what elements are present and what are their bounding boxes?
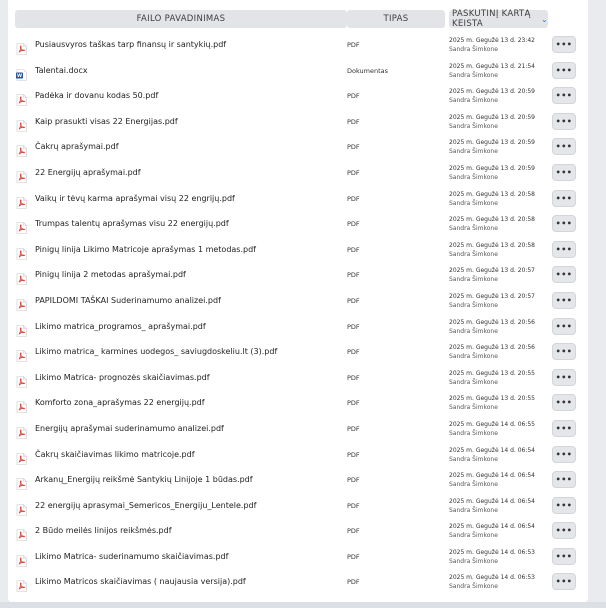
file-name-link[interactable]: Padėka ir dovanu kodas 50.pdf [35, 91, 159, 101]
modified-by: Sandra Šimkone [449, 557, 498, 565]
modified-by: Sandra Šimkone [449, 71, 498, 79]
pdf-file-icon [16, 450, 27, 462]
file-row[interactable] [8, 288, 588, 314]
modified-by: Sandra Šimkone [449, 122, 498, 130]
modified-date: 2025 m. Gegužė 13 d. 20:59 [449, 88, 535, 96]
file-row[interactable] [8, 211, 588, 237]
file-name-link[interactable]: Likimo Matrica- prognozės skaičiavimas.pdf [35, 372, 210, 382]
more-actions-button[interactable]: ••• [552, 113, 576, 130]
modified-date: 2025 m. Gegužė 13 d. 20:57 [449, 267, 535, 275]
file-row[interactable] [8, 160, 588, 186]
modified-by: Sandra Šimkone [449, 532, 498, 540]
column-header-type-label: TIPAS [383, 14, 409, 24]
svg-text:W: W [16, 73, 23, 79]
modified-by: Sandra Šimkone [449, 225, 498, 233]
more-actions-button[interactable]: ••• [552, 318, 576, 335]
file-name-link[interactable]: Trumpas talentų aprašymas visu 22 energijų.pdf [35, 219, 229, 229]
file-name-link[interactable]: Likimo matrica_programos_ aprašymai.pdf [35, 321, 206, 331]
file-type: PDF [347, 424, 360, 433]
modified-date: 2025 m. Gegužė 13 d. 20:56 [449, 344, 535, 352]
modified-by: Sandra Šimkone [449, 353, 498, 361]
more-actions-button[interactable]: ••• [552, 292, 576, 309]
modified-by: Sandra Šimkone [449, 506, 498, 514]
modified-by: Sandra Šimkone [449, 250, 498, 258]
file-name-link[interactable]: Likimo Matrica- suderinamumo skaičiavimas.pdf [35, 551, 229, 561]
modified-by: Sandra Šimkone [449, 148, 498, 156]
bottom-scroll-area [0, 602, 606, 608]
file-row[interactable] [8, 262, 588, 288]
pdf-file-icon [16, 347, 27, 359]
more-actions-button[interactable]: ••• [552, 573, 576, 590]
modified-date: 2025 m. Gegužė 13 d. 20:55 [449, 395, 535, 403]
file-type: PDF [347, 92, 360, 101]
modified-by: Sandra Šimkone [449, 301, 498, 309]
file-type: PDF [347, 168, 360, 177]
more-actions-button[interactable]: ••• [552, 215, 576, 232]
file-row[interactable] [8, 467, 588, 493]
file-name-link[interactable]: Likimo Matricos skaičiavimas ( naujausia versija).pdf [35, 577, 246, 587]
file-row[interactable] [8, 339, 588, 365]
file-name-link[interactable]: Pinigų linija 2 metodas aprašymai.pdf [35, 270, 186, 280]
file-row[interactable] [8, 442, 588, 468]
modified-date: 2025 m. Gegužė 13 d. 20:58 [449, 241, 535, 249]
file-name-link[interactable]: Komforto zona_aprašymas 22 energijų.pdf [35, 398, 205, 408]
column-header-type[interactable] [347, 10, 445, 28]
file-row[interactable] [8, 365, 588, 391]
column-header-name[interactable] [15, 10, 347, 28]
more-actions-button[interactable]: ••• [552, 62, 576, 79]
more-actions-button[interactable]: ••• [552, 446, 576, 463]
modified-by: Sandra Šimkone [449, 276, 498, 284]
file-row[interactable] [8, 237, 588, 263]
pdf-file-icon [16, 577, 27, 589]
more-actions-button[interactable]: ••• [552, 266, 576, 283]
file-name-link[interactable]: Čakrų skaičiavimas likimo matricoje.pdf [35, 449, 195, 459]
modified-date: 2025 m. Gegužė 13 d. 20:55 [449, 369, 535, 377]
pdf-file-icon [16, 219, 27, 231]
modified-date: 2025 m. Gegužė 14 d. 06:54 [449, 497, 535, 505]
file-row[interactable] [8, 544, 588, 570]
modified-date: 2025 m. Gegužė 13 d. 23:42 [449, 37, 535, 44]
pdf-file-icon [16, 91, 27, 103]
more-actions-button[interactable]: ••• [552, 164, 576, 181]
pdf-file-icon [16, 398, 27, 410]
column-header-modified[interactable] [449, 10, 548, 28]
file-row[interactable] [8, 109, 588, 135]
more-actions-button[interactable]: ••• [552, 343, 576, 360]
pdf-file-icon [16, 168, 27, 180]
file-row[interactable] [8, 83, 588, 109]
file-type: PDF [347, 578, 360, 587]
more-actions-button[interactable]: ••• [552, 138, 576, 155]
file-row[interactable] [8, 134, 588, 160]
modified-by: Sandra Šimkone [449, 173, 498, 181]
pdf-file-icon [16, 245, 27, 257]
file-row[interactable] [8, 390, 588, 416]
modified-date: 2025 m. Gegužė 13 d. 20:59 [449, 113, 535, 121]
file-type: PDF [347, 501, 360, 510]
modified-by: Sandra Šimkone [449, 97, 498, 105]
file-name-link[interactable]: 22 energijų aprasymai_Semericos_Energiju_Lentele.pdf [35, 500, 257, 510]
file-name-link[interactable]: Talentai.docx [35, 65, 88, 75]
modified-date: 2025 m. Gegužė 14 d. 06:53 [449, 574, 535, 582]
file-type: PDF [347, 373, 360, 382]
modified-date: 2025 m. Gegužė 13 d. 20:59 [449, 164, 535, 172]
pdf-file-icon [16, 296, 27, 308]
file-type: PDF [347, 271, 360, 280]
file-type: PDF [347, 527, 360, 536]
modified-date: 2025 m. Gegužė 14 d. 06:54 [449, 523, 535, 531]
more-actions-button[interactable]: ••• [552, 190, 576, 207]
file-type: PDF [347, 399, 360, 408]
pdf-file-icon [16, 270, 27, 282]
modified-date: 2025 m. Gegužė 13 d. 20:59 [449, 139, 535, 147]
file-row[interactable] [8, 569, 588, 595]
more-actions-button[interactable]: ••• [552, 369, 576, 386]
pdf-file-icon [16, 117, 27, 129]
modified-by: Sandra Šimkone [449, 327, 498, 335]
file-rows [8, 32, 588, 595]
file-row[interactable] [8, 58, 588, 84]
file-name-link[interactable]: Čakrų aprašymai.pdf [35, 142, 119, 152]
modified-by: Sandra Šimkone [449, 46, 498, 53]
file-name-link[interactable]: Kaip prasukti visas 22 Energijas.pdf [35, 116, 178, 126]
file-type: PDF [347, 552, 360, 561]
modified-date: 2025 m. Gegužė 14 d. 06:54 [449, 472, 535, 480]
modified-by: Sandra Šimkone [449, 404, 498, 412]
modified-date: 2025 m. Gegužė 13 d. 20:57 [449, 292, 535, 300]
modified-by: Sandra Šimkone [449, 455, 498, 463]
more-actions-button[interactable]: ••• [552, 471, 576, 488]
word-document-icon [16, 66, 27, 78]
file-type: PDF [347, 194, 360, 203]
file-name-link[interactable]: 2 Būdo meilės linijos reikšmės.pdf [35, 526, 172, 536]
file-type: PDF [347, 296, 360, 305]
modified-date: 2025 m. Gegužė 13 d. 21:54 [449, 62, 535, 70]
file-type: PDF [347, 476, 360, 485]
pdf-file-icon [16, 475, 27, 487]
pdf-file-icon [16, 526, 27, 538]
pdf-file-icon [16, 322, 27, 334]
modified-date: 2025 m. Gegužė 14 d. 06:55 [449, 420, 535, 428]
file-type: PDF [347, 41, 360, 49]
more-actions-button[interactable]: ••• [552, 241, 576, 258]
file-list-panel [8, 0, 588, 602]
modified-by: Sandra Šimkone [449, 429, 498, 437]
column-header-modified-label: PASKUTINĮ KARTĄ KEISTA [452, 9, 531, 29]
file-type: PDF [347, 450, 360, 459]
chevron-down-icon[interactable]: ⌄ [540, 14, 548, 24]
modified-date: 2025 m. Gegužė 14 d. 06:54 [449, 446, 535, 454]
file-name-link[interactable]: Pinigų linija Likimo Matricoje aprašymas 1 metodas.pdf [35, 244, 256, 254]
file-name-link[interactable]: Energijų aprašymai suderinamumo analizei.pdf [35, 423, 224, 433]
modified-date: 2025 m. Gegužė 13 d. 20:56 [449, 318, 535, 326]
modified-by: Sandra Šimkone [449, 481, 498, 489]
file-type: PDF [347, 322, 360, 331]
file-type: PDF [347, 348, 360, 357]
file-type: PDF [347, 220, 360, 229]
file-row[interactable] [8, 186, 588, 212]
file-row[interactable] [8, 416, 588, 442]
file-row[interactable] [8, 518, 588, 544]
more-actions-button[interactable]: ••• [552, 497, 576, 514]
file-row[interactable] [8, 32, 588, 58]
file-type: PDF [347, 245, 360, 254]
file-name-link[interactable]: Likimo matrica_ karmines uodegos_ saviugdoskeliu.lt (3).pdf [35, 347, 278, 357]
modified-date: 2025 m. Gegužė 13 d. 20:58 [449, 190, 535, 198]
more-actions-button[interactable]: ••• [552, 522, 576, 539]
file-type: Dokumentas [347, 66, 389, 75]
pdf-file-icon [16, 501, 27, 513]
file-row[interactable] [8, 314, 588, 340]
file-name-link[interactable]: 22 Energijų aprašymai.pdf [35, 167, 141, 177]
pdf-file-icon [16, 194, 27, 206]
pdf-file-icon [16, 40, 27, 52]
more-actions-button[interactable]: ••• [552, 87, 576, 104]
more-actions-button[interactable]: ••• [552, 394, 576, 411]
column-header-name-label: FAILO PAVADINIMAS [136, 14, 226, 24]
file-name-link[interactable]: Pusiausvyros taškas tarp finansų ir santykių.pdf [35, 40, 227, 49]
pdf-file-icon [16, 373, 27, 385]
file-name-link[interactable]: PAPILDOMI TAŠKAI Suderinamumo analizei.pdf [35, 295, 221, 305]
more-actions-button[interactable]: ••• [552, 36, 576, 53]
more-actions-button[interactable]: ••• [552, 548, 576, 565]
file-type: PDF [347, 117, 360, 126]
file-row[interactable] [8, 493, 588, 519]
modified-by: Sandra Šimkone [449, 378, 498, 386]
file-type: PDF [347, 143, 360, 152]
modified-date: 2025 m. Gegužė 14 d. 06:53 [449, 548, 535, 556]
modified-by: Sandra Šimkone [449, 199, 498, 207]
pdf-file-icon [16, 552, 27, 564]
file-name-link[interactable]: Arkanų_Energijų reikšmė Santykių Linijoje 1 būdas.pdf [35, 475, 253, 485]
pdf-file-icon [16, 142, 27, 154]
pdf-file-icon [16, 424, 27, 436]
more-actions-button[interactable]: ••• [552, 420, 576, 437]
modified-date: 2025 m. Gegužė 13 d. 20:58 [449, 216, 535, 224]
file-name-link[interactable]: Vaikų ir tėvų karma aprašymai visų 22 engrijų.pdf [35, 193, 235, 203]
modified-by: Sandra Šimkone [449, 583, 498, 591]
